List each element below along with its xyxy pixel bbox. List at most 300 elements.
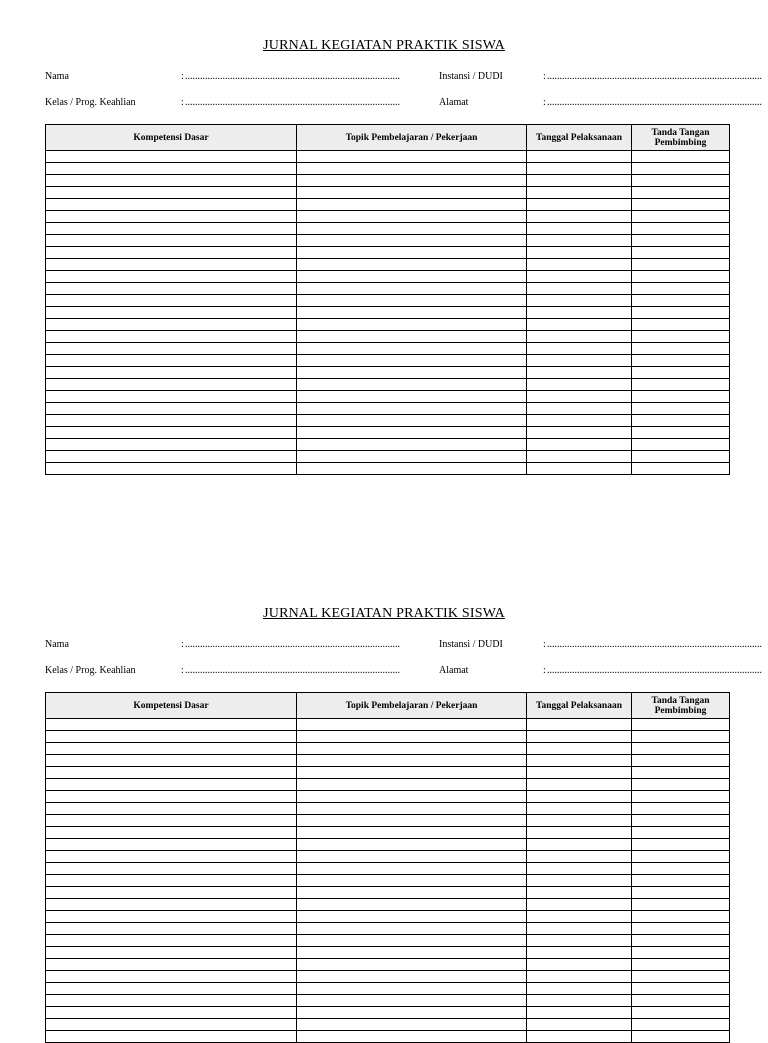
label-alamat: Alamat bbox=[439, 665, 469, 676]
cell-topik-pembelajaran[interactable] bbox=[297, 767, 527, 779]
cell-tanggal-pelaksanaan[interactable] bbox=[527, 863, 632, 875]
table-row bbox=[46, 307, 730, 319]
cell-topik-pembelajaran[interactable] bbox=[297, 331, 527, 343]
cell-kompetensi-dasar[interactable] bbox=[46, 379, 297, 391]
cell-tanggal-pelaksanaan[interactable] bbox=[527, 451, 632, 463]
cell-kompetensi-dasar[interactable] bbox=[46, 355, 297, 367]
cell-tanda-tangan[interactable] bbox=[632, 827, 730, 839]
cell-kompetensi-dasar[interactable] bbox=[46, 815, 297, 827]
cell-topik-pembelajaran[interactable] bbox=[297, 211, 527, 223]
cell-topik-pembelajaran[interactable] bbox=[297, 163, 527, 175]
cell-tanda-tangan[interactable] bbox=[632, 947, 730, 959]
cell-kompetensi-dasar[interactable] bbox=[46, 899, 297, 911]
table-row bbox=[46, 899, 730, 911]
cell-tanggal-pelaksanaan[interactable] bbox=[527, 755, 632, 767]
cell-tanda-tangan[interactable] bbox=[632, 923, 730, 935]
cell-tanda-tangan[interactable] bbox=[632, 295, 730, 307]
table-row bbox=[46, 235, 730, 247]
cell-kompetensi-dasar[interactable] bbox=[46, 743, 297, 755]
cell-tanggal-pelaksanaan[interactable] bbox=[527, 779, 632, 791]
cell-tanggal-pelaksanaan[interactable] bbox=[527, 175, 632, 187]
cell-tanggal-pelaksanaan[interactable] bbox=[527, 935, 632, 947]
table-row bbox=[46, 875, 730, 887]
cell-kompetensi-dasar[interactable] bbox=[46, 187, 297, 199]
cell-kompetensi-dasar[interactable] bbox=[46, 935, 297, 947]
cell-kompetensi-dasar[interactable] bbox=[46, 367, 297, 379]
cell-tanggal-pelaksanaan[interactable] bbox=[527, 415, 632, 427]
cell-tanggal-pelaksanaan[interactable] bbox=[527, 403, 632, 415]
cell-tanda-tangan[interactable] bbox=[632, 719, 730, 731]
cell-topik-pembelajaran[interactable] bbox=[297, 403, 527, 415]
cell-topik-pembelajaran[interactable] bbox=[297, 319, 527, 331]
cell-kompetensi-dasar[interactable] bbox=[46, 199, 297, 211]
form-title: JURNAL KEGIATAN PRAKTIK SISWA bbox=[263, 606, 505, 621]
cell-tanggal-pelaksanaan[interactable] bbox=[527, 839, 632, 851]
kelas-fill-line[interactable]: ...................................................................................... bbox=[185, 97, 400, 108]
table-header-row bbox=[46, 125, 730, 151]
cell-kompetensi-dasar[interactable] bbox=[46, 427, 297, 439]
cell-tanggal-pelaksanaan[interactable] bbox=[527, 1019, 632, 1031]
cell-topik-pembelajaran[interactable] bbox=[297, 827, 527, 839]
cell-kompetensi-dasar[interactable] bbox=[46, 151, 297, 163]
table-row bbox=[46, 719, 730, 731]
cell-tanda-tangan[interactable] bbox=[632, 271, 730, 283]
colon: : bbox=[181, 97, 184, 108]
table-row bbox=[46, 355, 730, 367]
cell-kompetensi-dasar[interactable] bbox=[46, 779, 297, 791]
table-row bbox=[46, 815, 730, 827]
cell-tanggal-pelaksanaan[interactable] bbox=[527, 307, 632, 319]
cell-topik-pembelajaran[interactable] bbox=[297, 247, 527, 259]
cell-tanda-tangan[interactable] bbox=[632, 367, 730, 379]
cell-kompetensi-dasar[interactable] bbox=[46, 319, 297, 331]
colon: : bbox=[181, 71, 184, 82]
cell-kompetensi-dasar[interactable] bbox=[46, 331, 297, 343]
table-row bbox=[46, 779, 730, 791]
cell-tanda-tangan[interactable] bbox=[632, 815, 730, 827]
cell-topik-pembelajaran[interactable] bbox=[297, 343, 527, 355]
cell-kompetensi-dasar[interactable] bbox=[46, 1031, 297, 1043]
form-title: JURNAL KEGIATAN PRAKTIK SISWA bbox=[263, 38, 505, 53]
cell-kompetensi-dasar[interactable] bbox=[46, 1019, 297, 1031]
cell-tanggal-pelaksanaan[interactable] bbox=[527, 427, 632, 439]
cell-topik-pembelajaran[interactable] bbox=[297, 863, 527, 875]
cell-tanggal-pelaksanaan[interactable] bbox=[527, 439, 632, 451]
cell-tanggal-pelaksanaan[interactable] bbox=[527, 767, 632, 779]
cell-topik-pembelajaran[interactable] bbox=[297, 851, 527, 863]
cell-kompetensi-dasar[interactable] bbox=[46, 235, 297, 247]
cell-tanda-tangan[interactable] bbox=[632, 1007, 730, 1019]
cell-tanggal-pelaksanaan[interactable] bbox=[527, 947, 632, 959]
cell-kompetensi-dasar[interactable] bbox=[46, 403, 297, 415]
table-row bbox=[46, 463, 730, 475]
cell-tanda-tangan[interactable] bbox=[632, 391, 730, 403]
cell-tanda-tangan[interactable] bbox=[632, 283, 730, 295]
colon: : bbox=[543, 665, 546, 676]
cell-tanggal-pelaksanaan[interactable] bbox=[527, 199, 632, 211]
cell-tanda-tangan[interactable] bbox=[632, 355, 730, 367]
cell-topik-pembelajaran[interactable] bbox=[297, 427, 527, 439]
cell-kompetensi-dasar[interactable] bbox=[46, 391, 297, 403]
cell-topik-pembelajaran[interactable] bbox=[297, 791, 527, 803]
table-row bbox=[46, 935, 730, 947]
cell-kompetensi-dasar[interactable] bbox=[46, 295, 297, 307]
cell-topik-pembelajaran[interactable] bbox=[297, 187, 527, 199]
table-row bbox=[46, 971, 730, 983]
cell-kompetensi-dasar[interactable] bbox=[46, 451, 297, 463]
nama-fill-line[interactable]: ...................................................................................... bbox=[185, 639, 400, 650]
cell-tanda-tangan[interactable] bbox=[632, 875, 730, 887]
cell-kompetensi-dasar[interactable] bbox=[46, 911, 297, 923]
colon: : bbox=[181, 639, 184, 650]
cell-topik-pembelajaran[interactable] bbox=[297, 719, 527, 731]
cell-tanda-tangan[interactable] bbox=[632, 439, 730, 451]
cell-tanggal-pelaksanaan[interactable] bbox=[527, 827, 632, 839]
cell-tanda-tangan[interactable] bbox=[632, 331, 730, 343]
cell-tanggal-pelaksanaan[interactable] bbox=[527, 187, 632, 199]
journal-table-body bbox=[46, 719, 730, 1043]
cell-tanda-tangan[interactable] bbox=[632, 755, 730, 767]
cell-kompetensi-dasar[interactable] bbox=[46, 463, 297, 475]
cell-topik-pembelajaran[interactable] bbox=[297, 415, 527, 427]
table-row bbox=[46, 851, 730, 863]
cell-tanda-tangan[interactable] bbox=[632, 779, 730, 791]
cell-topik-pembelajaran[interactable] bbox=[297, 887, 527, 899]
cell-tanda-tangan[interactable] bbox=[632, 247, 730, 259]
table-row bbox=[46, 199, 730, 211]
cell-tanggal-pelaksanaan[interactable] bbox=[527, 391, 632, 403]
cell-topik-pembelajaran[interactable] bbox=[297, 463, 527, 475]
cell-topik-pembelajaran[interactable] bbox=[297, 355, 527, 367]
cell-kompetensi-dasar[interactable] bbox=[46, 971, 297, 983]
header-topik-pembelajaran: Topik Pembelajaran / Pekerjaan bbox=[297, 693, 527, 719]
cell-tanda-tangan[interactable] bbox=[632, 1031, 730, 1043]
cell-kompetensi-dasar[interactable] bbox=[46, 995, 297, 1007]
cell-topik-pembelajaran[interactable] bbox=[297, 875, 527, 887]
cell-kompetensi-dasar[interactable] bbox=[46, 731, 297, 743]
table-row bbox=[46, 223, 730, 235]
cell-tanda-tangan[interactable] bbox=[632, 863, 730, 875]
cell-tanggal-pelaksanaan[interactable] bbox=[527, 163, 632, 175]
cell-tanggal-pelaksanaan[interactable] bbox=[527, 983, 632, 995]
cell-tanggal-pelaksanaan[interactable] bbox=[527, 815, 632, 827]
cell-topik-pembelajaran[interactable] bbox=[297, 367, 527, 379]
cell-tanggal-pelaksanaan[interactable] bbox=[527, 791, 632, 803]
cell-tanggal-pelaksanaan[interactable] bbox=[527, 875, 632, 887]
table-row bbox=[46, 379, 730, 391]
table-row bbox=[46, 767, 730, 779]
table-row bbox=[46, 983, 730, 995]
cell-kompetensi-dasar[interactable] bbox=[46, 839, 297, 851]
cell-topik-pembelajaran[interactable] bbox=[297, 779, 527, 791]
cell-tanda-tangan[interactable] bbox=[632, 911, 730, 923]
table-row bbox=[46, 295, 730, 307]
table-row bbox=[46, 1019, 730, 1031]
cell-topik-pembelajaran[interactable] bbox=[297, 923, 527, 935]
table-row bbox=[46, 283, 730, 295]
cell-kompetensi-dasar[interactable] bbox=[46, 827, 297, 839]
colon: : bbox=[543, 97, 546, 108]
alamat-fill-line[interactable]: ...................................................................................... bbox=[547, 665, 762, 676]
colon: : bbox=[181, 665, 184, 676]
cell-tanda-tangan[interactable] bbox=[632, 887, 730, 899]
label-nama: Nama bbox=[45, 71, 69, 82]
cell-tanda-tangan[interactable] bbox=[632, 319, 730, 331]
cell-tanda-tangan[interactable] bbox=[632, 427, 730, 439]
cell-tanda-tangan[interactable] bbox=[632, 851, 730, 863]
cell-tanda-tangan[interactable] bbox=[632, 163, 730, 175]
table-row bbox=[46, 959, 730, 971]
header-tanda-tangan: Tanda Tangan Pembimbing bbox=[632, 693, 730, 719]
cell-topik-pembelajaran[interactable] bbox=[297, 451, 527, 463]
cell-topik-pembelajaran[interactable] bbox=[297, 259, 527, 271]
cell-tanggal-pelaksanaan[interactable] bbox=[527, 911, 632, 923]
table-row bbox=[46, 731, 730, 743]
cell-kompetensi-dasar[interactable] bbox=[46, 875, 297, 887]
table-row bbox=[46, 803, 730, 815]
cell-tanggal-pelaksanaan[interactable] bbox=[527, 319, 632, 331]
cell-tanggal-pelaksanaan[interactable] bbox=[527, 959, 632, 971]
journal-table-body bbox=[46, 151, 730, 475]
cell-topik-pembelajaran[interactable] bbox=[297, 839, 527, 851]
cell-tanda-tangan[interactable] bbox=[632, 463, 730, 475]
nama-fill-line[interactable]: ...................................................................................... bbox=[185, 71, 400, 82]
cell-tanda-tangan[interactable] bbox=[632, 791, 730, 803]
cell-topik-pembelajaran[interactable] bbox=[297, 899, 527, 911]
cell-tanda-tangan[interactable] bbox=[632, 731, 730, 743]
label-instansi: Instansi / DUDI bbox=[439, 71, 503, 82]
cell-kompetensi-dasar[interactable] bbox=[46, 223, 297, 235]
colon: : bbox=[543, 639, 546, 650]
cell-topik-pembelajaran[interactable] bbox=[297, 391, 527, 403]
cell-tanda-tangan[interactable] bbox=[632, 211, 730, 223]
cell-tanggal-pelaksanaan[interactable] bbox=[527, 923, 632, 935]
cell-tanda-tangan[interactable] bbox=[632, 403, 730, 415]
cell-kompetensi-dasar[interactable] bbox=[46, 983, 297, 995]
cell-tanggal-pelaksanaan[interactable] bbox=[527, 367, 632, 379]
cell-tanggal-pelaksanaan[interactable] bbox=[527, 211, 632, 223]
table-row bbox=[46, 151, 730, 163]
cell-tanggal-pelaksanaan[interactable] bbox=[527, 379, 632, 391]
cell-kompetensi-dasar[interactable] bbox=[46, 923, 297, 935]
cell-kompetensi-dasar[interactable] bbox=[46, 271, 297, 283]
label-instansi: Instansi / DUDI bbox=[439, 639, 503, 650]
cell-tanggal-pelaksanaan[interactable] bbox=[527, 223, 632, 235]
kelas-fill-line[interactable]: ...................................................................................... bbox=[185, 665, 400, 676]
cell-topik-pembelajaran[interactable] bbox=[297, 911, 527, 923]
header-tanda-tangan: Tanda Tangan Pembimbing bbox=[632, 125, 730, 151]
journal-table bbox=[45, 692, 730, 1043]
cell-tanda-tangan[interactable] bbox=[632, 743, 730, 755]
cell-kompetensi-dasar[interactable] bbox=[46, 887, 297, 899]
table-row bbox=[46, 827, 730, 839]
cell-tanggal-pelaksanaan[interactable] bbox=[527, 271, 632, 283]
cell-kompetensi-dasar[interactable] bbox=[46, 175, 297, 187]
cell-tanggal-pelaksanaan[interactable] bbox=[527, 899, 632, 911]
cell-tanda-tangan[interactable] bbox=[632, 983, 730, 995]
cell-tanda-tangan[interactable] bbox=[632, 307, 730, 319]
cell-tanggal-pelaksanaan[interactable] bbox=[527, 1007, 632, 1019]
cell-tanda-tangan[interactable] bbox=[632, 995, 730, 1007]
instansi-fill-line[interactable]: ...................................................................................... bbox=[547, 71, 762, 82]
table-row bbox=[46, 367, 730, 379]
cell-topik-pembelajaran[interactable] bbox=[297, 151, 527, 163]
cell-kompetensi-dasar[interactable] bbox=[46, 947, 297, 959]
cell-tanda-tangan[interactable] bbox=[632, 223, 730, 235]
table-row bbox=[46, 887, 730, 899]
cell-tanggal-pelaksanaan[interactable] bbox=[527, 295, 632, 307]
cell-tanda-tangan[interactable] bbox=[632, 767, 730, 779]
table-row bbox=[46, 755, 730, 767]
cell-topik-pembelajaran[interactable] bbox=[297, 743, 527, 755]
cell-kompetensi-dasar[interactable] bbox=[46, 755, 297, 767]
table-row bbox=[46, 1031, 730, 1043]
table-row bbox=[46, 391, 730, 403]
cell-kompetensi-dasar[interactable] bbox=[46, 343, 297, 355]
cell-topik-pembelajaran[interactable] bbox=[297, 971, 527, 983]
cell-topik-pembelajaran[interactable] bbox=[297, 755, 527, 767]
cell-tanggal-pelaksanaan[interactable] bbox=[527, 343, 632, 355]
cell-kompetensi-dasar[interactable] bbox=[46, 791, 297, 803]
cell-kompetensi-dasar[interactable] bbox=[46, 259, 297, 271]
cell-tanggal-pelaksanaan[interactable] bbox=[527, 1031, 632, 1043]
table-row bbox=[46, 331, 730, 343]
cell-topik-pembelajaran[interactable] bbox=[297, 1031, 527, 1043]
cell-kompetensi-dasar[interactable] bbox=[46, 719, 297, 731]
cell-topik-pembelajaran[interactable] bbox=[297, 439, 527, 451]
cell-tanda-tangan[interactable] bbox=[632, 959, 730, 971]
cell-kompetensi-dasar[interactable] bbox=[46, 439, 297, 451]
table-row bbox=[46, 995, 730, 1007]
cell-tanda-tangan[interactable] bbox=[632, 899, 730, 911]
cell-topik-pembelajaran[interactable] bbox=[297, 379, 527, 391]
cell-tanda-tangan[interactable] bbox=[632, 415, 730, 427]
table-row bbox=[46, 427, 730, 439]
cell-topik-pembelajaran[interactable] bbox=[297, 271, 527, 283]
cell-tanggal-pelaksanaan[interactable] bbox=[527, 995, 632, 1007]
table-row bbox=[46, 403, 730, 415]
cell-tanggal-pelaksanaan[interactable] bbox=[527, 355, 632, 367]
cell-tanda-tangan[interactable] bbox=[632, 259, 730, 271]
alamat-fill-line[interactable]: ...................................................................................... bbox=[547, 97, 762, 108]
cell-tanggal-pelaksanaan[interactable] bbox=[527, 331, 632, 343]
table-row bbox=[46, 947, 730, 959]
cell-tanda-tangan[interactable] bbox=[632, 451, 730, 463]
table-row bbox=[46, 923, 730, 935]
cell-tanggal-pelaksanaan[interactable] bbox=[527, 803, 632, 815]
cell-kompetensi-dasar[interactable] bbox=[46, 211, 297, 223]
table-row bbox=[46, 863, 730, 875]
cell-tanda-tangan[interactable] bbox=[632, 175, 730, 187]
header-kompetensi-dasar: Kompetensi Dasar bbox=[46, 125, 297, 151]
table-header-row bbox=[46, 693, 730, 719]
cell-tanggal-pelaksanaan[interactable] bbox=[527, 971, 632, 983]
cell-topik-pembelajaran[interactable] bbox=[297, 959, 527, 971]
cell-topik-pembelajaran[interactable] bbox=[297, 935, 527, 947]
cell-topik-pembelajaran[interactable] bbox=[297, 803, 527, 815]
colon: : bbox=[543, 71, 546, 82]
cell-topik-pembelajaran[interactable] bbox=[297, 307, 527, 319]
cell-tanda-tangan[interactable] bbox=[632, 839, 730, 851]
cell-tanggal-pelaksanaan[interactable] bbox=[527, 719, 632, 731]
cell-kompetensi-dasar[interactable] bbox=[46, 415, 297, 427]
cell-tanda-tangan[interactable] bbox=[632, 379, 730, 391]
cell-kompetensi-dasar[interactable] bbox=[46, 163, 297, 175]
table-row bbox=[46, 839, 730, 851]
cell-tanggal-pelaksanaan[interactable] bbox=[527, 743, 632, 755]
cell-kompetensi-dasar[interactable] bbox=[46, 803, 297, 815]
table-row bbox=[46, 211, 730, 223]
cell-tanggal-pelaksanaan[interactable] bbox=[527, 259, 632, 271]
cell-topik-pembelajaran[interactable] bbox=[297, 283, 527, 295]
cell-tanggal-pelaksanaan[interactable] bbox=[527, 283, 632, 295]
journal-table bbox=[45, 124, 730, 475]
cell-tanggal-pelaksanaan[interactable] bbox=[527, 851, 632, 863]
cell-kompetensi-dasar[interactable] bbox=[46, 247, 297, 259]
header-topik-pembelajaran: Topik Pembelajaran / Pekerjaan bbox=[297, 125, 527, 151]
cell-kompetensi-dasar[interactable] bbox=[46, 863, 297, 875]
cell-tanda-tangan[interactable] bbox=[632, 343, 730, 355]
cell-topik-pembelajaran[interactable] bbox=[297, 175, 527, 187]
cell-kompetensi-dasar[interactable] bbox=[46, 851, 297, 863]
cell-kompetensi-dasar[interactable] bbox=[46, 767, 297, 779]
cell-kompetensi-dasar[interactable] bbox=[46, 283, 297, 295]
cell-topik-pembelajaran[interactable] bbox=[297, 223, 527, 235]
cell-tanda-tangan[interactable] bbox=[632, 971, 730, 983]
cell-tanda-tangan[interactable] bbox=[632, 151, 730, 163]
cell-tanda-tangan[interactable] bbox=[632, 803, 730, 815]
cell-topik-pembelajaran[interactable] bbox=[297, 235, 527, 247]
table-row bbox=[46, 175, 730, 187]
cell-tanggal-pelaksanaan[interactable] bbox=[527, 731, 632, 743]
cell-tanda-tangan[interactable] bbox=[632, 187, 730, 199]
cell-topik-pembelajaran[interactable] bbox=[297, 1007, 527, 1019]
table-row bbox=[46, 187, 730, 199]
label-kelas: Kelas / Prog. Keahlian bbox=[45, 97, 136, 108]
table-row bbox=[46, 743, 730, 755]
table-row bbox=[46, 247, 730, 259]
cell-topik-pembelajaran[interactable] bbox=[297, 1019, 527, 1031]
table-row bbox=[46, 259, 730, 271]
cell-topik-pembelajaran[interactable] bbox=[297, 983, 527, 995]
cell-tanda-tangan[interactable] bbox=[632, 935, 730, 947]
label-alamat: Alamat bbox=[439, 97, 469, 108]
table-row bbox=[46, 319, 730, 331]
header-tanggal-pelaksanaan: Tanggal Pelaksanaan bbox=[527, 125, 632, 151]
table-row bbox=[46, 439, 730, 451]
cell-tanggal-pelaksanaan[interactable] bbox=[527, 235, 632, 247]
cell-topik-pembelajaran[interactable] bbox=[297, 295, 527, 307]
cell-topik-pembelajaran[interactable] bbox=[297, 731, 527, 743]
cell-topik-pembelajaran[interactable] bbox=[297, 815, 527, 827]
cell-kompetensi-dasar[interactable] bbox=[46, 307, 297, 319]
header-tanggal-pelaksanaan: Tanggal Pelaksanaan bbox=[527, 693, 632, 719]
cell-tanda-tangan[interactable] bbox=[632, 1019, 730, 1031]
table-row bbox=[46, 415, 730, 427]
cell-kompetensi-dasar[interactable] bbox=[46, 1007, 297, 1019]
cell-kompetensi-dasar[interactable] bbox=[46, 959, 297, 971]
cell-tanda-tangan[interactable] bbox=[632, 235, 730, 247]
cell-tanggal-pelaksanaan[interactable] bbox=[527, 151, 632, 163]
cell-tanggal-pelaksanaan[interactable] bbox=[527, 887, 632, 899]
cell-tanggal-pelaksanaan[interactable] bbox=[527, 463, 632, 475]
cell-topik-pembelajaran[interactable] bbox=[297, 995, 527, 1007]
cell-topik-pembelajaran[interactable] bbox=[297, 947, 527, 959]
cell-tanggal-pelaksanaan[interactable] bbox=[527, 247, 632, 259]
cell-topik-pembelajaran[interactable] bbox=[297, 199, 527, 211]
cell-tanda-tangan[interactable] bbox=[632, 199, 730, 211]
instansi-fill-line[interactable]: ...................................................................................... bbox=[547, 639, 762, 650]
